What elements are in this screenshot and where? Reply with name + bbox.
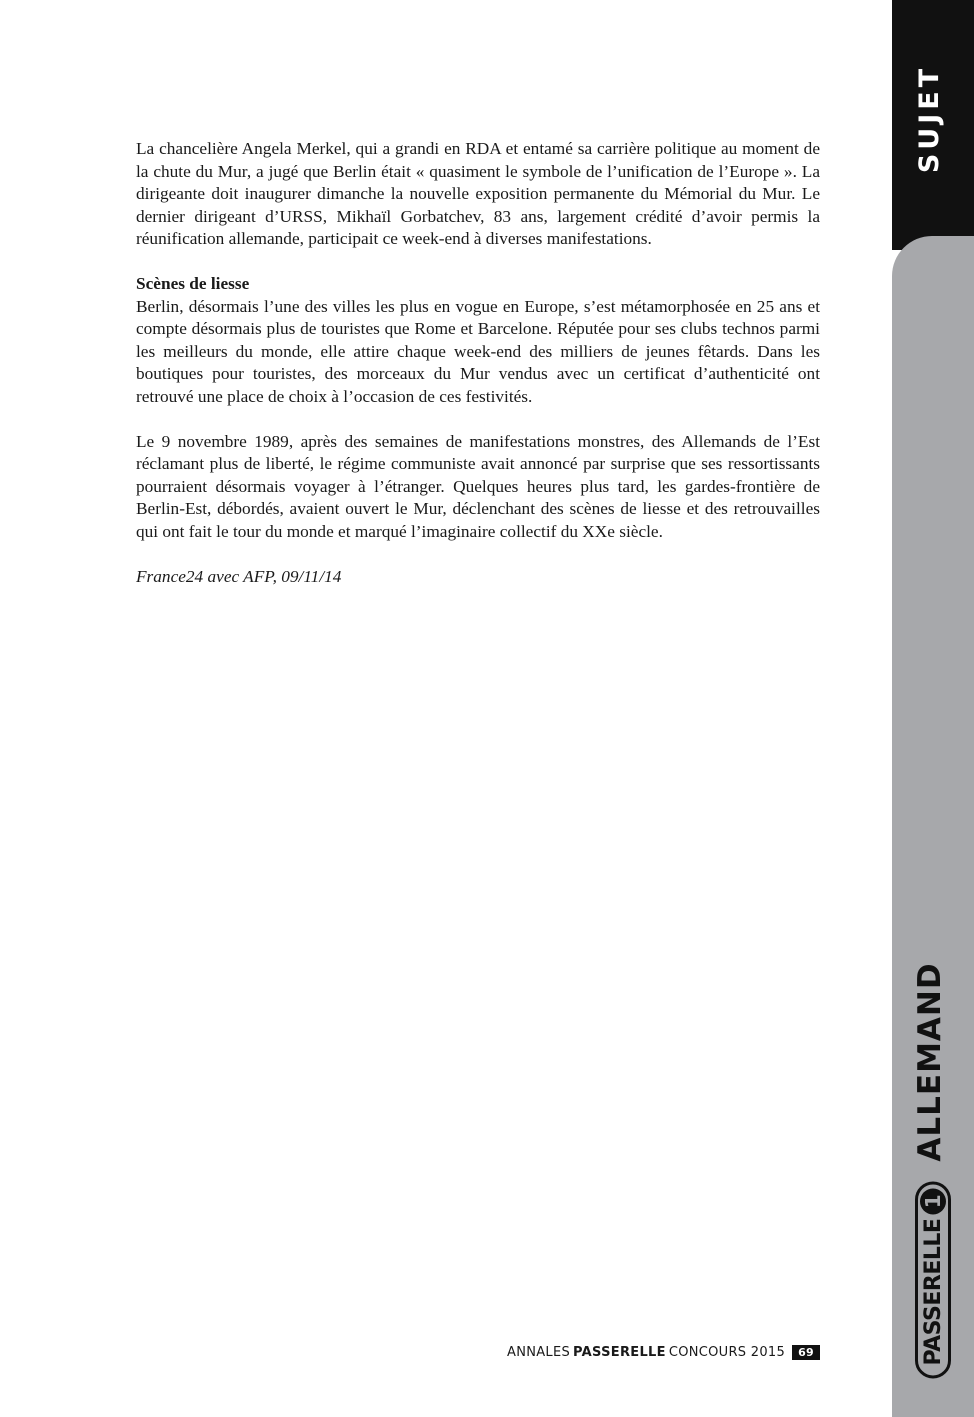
- article-body: [136, 138, 820, 611]
- paragraph-berlin: Berlin, désormais l’une des villes les plus en vogue en Europe, s’est métamorphosée en 25 ans et compte désormais plus de touristes que Rome et Barcelone. Réputée pour ses clubs technos parmi les meilleurs du monde, elle attire chaque week-end des milliers de jeunes fêtards. Dans les boutiques pour touristes, des morceaux du Mur vendus avec un certificat d’authenticité ont retrouvé une place de choix à l’occasion de ces festivités.: [136, 296, 820, 406]
- page-number: 69: [792, 1345, 820, 1360]
- passerelle-logo: [915, 1182, 951, 1379]
- section-heading: Scènes de liesse: [136, 274, 250, 293]
- footer-suffix: CONCOURS 2015: [668, 1345, 786, 1360]
- footer-prefix: ANNALES: [507, 1345, 571, 1360]
- paragraph-merkel: La chancelière Angela Merkel, qui a grandi en RDA et entamé sa carrière politique au moment de la chute du Mur, a jugé que Berlin était « quasiment le symbole de l’unification de l’Europe ». La dirigeante doit inaugurer dimanche la nouvelle exposition permanente du Mémorial du Mur. Le dernier dirigeant d’URSS, Mikhaïl Gorbatchev, 83 ans, largement crédité d’avoir permis la réunification allemande, participait ce week-end à diverses manifestations.: [136, 139, 820, 248]
- subject-label: ALLEMAND: [912, 962, 948, 1162]
- footer-brand: PASSERELLE: [573, 1345, 666, 1360]
- logo-text: PASSERELLE: [920, 1218, 946, 1366]
- page-footer: [500, 1345, 820, 1360]
- section-label-sujet: SUJET: [914, 64, 945, 174]
- source-citation: France24 avec AFP, 09/11/14: [136, 566, 342, 586]
- section-scenes: [136, 273, 820, 408]
- logo-number: 1: [920, 1189, 946, 1215]
- paragraph-1989: Le 9 novembre 1989, après des semaines de manifestations monstres, des Allemands de l’Est réclamant plus de liberté, le régime communiste avait annoncé par surprise que ses ressortissants pourraient désormais voyager à l’étranger. Quelques heures plus tard, les gardes-frontière de Berlin-Est, débordés, avaient ouvert le Mur, déclenchant des scènes de liesse et des retrouvailles qui ont fait le tour du monde et marqué l’imaginaire collectif du XXe siècle.: [136, 431, 820, 541]
